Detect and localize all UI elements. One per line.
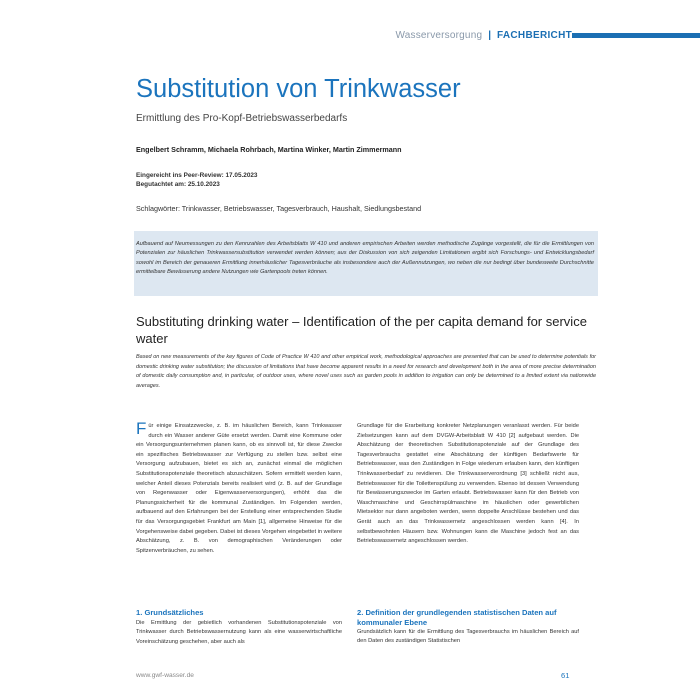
section-1-heading: 1. Grundsätzliches: [136, 608, 204, 617]
footer-url: www.gwf-wasser.de: [136, 672, 194, 679]
authors: Engelbert Schramm, Michaela Rohrbach, Martina Winker, Martin Zimmermann: [136, 145, 402, 154]
section-1-text: Die Ermittlung der gebietlich vorhandenen Substitutionspotenziale von Trinkwasser durch Betriebswassernutzung kann als eine wasserwirtschaftliche Voreinschätzung geschehen, aber auch als: [136, 620, 342, 645]
body-column-1: [136, 419, 342, 556]
header-type: FACHBERICHT: [497, 29, 572, 41]
drop-cap: F: [136, 419, 147, 438]
article-title: Substitution von Trinkwasser: [136, 75, 461, 104]
section-2-text: Grundsätzlich kann für die Ermittlung des Tagesverbrauchs im häuslichen Bereich auf den Daten des zuständigen Statistischen: [357, 629, 579, 645]
header-separator: |: [488, 29, 492, 41]
section-2-heading: 2. Definition der grundlegenden statistischen Daten auf kommunaler Ebene: [357, 608, 557, 627]
submitted-date: Eingereicht ins Peer-Review: 17.05.2023: [136, 172, 258, 179]
page-number: 61: [561, 671, 570, 680]
english-title: Substituting drinking water – Identification of the per capita demand for service water: [136, 314, 587, 346]
article-subtitle: Ermittlung des Pro-Kopf-Betriebswasserbedarfs: [136, 113, 348, 124]
keywords: Schlagwörter: Trinkwasser, Betriebswasser, Tagesverbrauch, Haushalt, Siedlungsbestand: [136, 204, 422, 213]
abstract-english: Based on new measurements of the key figures of Code of Practice W 410 and other empirical work, methodological approaches are presented that can be used to determine potentials for domestic drinking water substitution; the discussion of limitations that have become apparent results in a need for research and development both in the area of more precise determination of domestic daily consumption and, in particular, of outdoor uses, where novel uses such as garden pools in addition to irrigation can only be determined to a limited extent via nationwide averages.: [136, 354, 596, 390]
header-section: Wasserversorgung: [395, 29, 483, 41]
running-header: [395, 28, 572, 42]
body-column-2: Grundlage für die Erarbeitung konkreter Netzplanungen veranlasst werden. Für beide Zielsetzungen kann auf dem DVGW-Arbeitsblatt W 410 [2] aufgebaut werden. Die Abschätzung der theoretischen Substitutionspotenziale auf der Grundlage des Tagesverbrauchs gestattet eine Abschätzung der künftigen Bedarfswerte für Betriebswasser, was den Zuständigen in Folge wiederum erlauben kann, den künftigen Trinkwasserbedarf zu revidieren. Die Trinkwasserverordnung [3] schließt nicht aus, Betriebswasser für die Toilettenspülung zu verwenden. Ebenso ist dessen Verwendung für Bewässerungszwecke im Garten erlaubt. Betriebswasser kann für den Betrieb von Waschmaschine und Geschirrspülmaschine im häuslichen oder gewerblichen Mietsektor nur dann angeboten werden, wenn doppelte Anschlüsse bestehen und das Gerät auch an das Trinkwassernetz angeschlossen werden kann [4]. In selbstbewohnten Häusern bzw. Wohnungen kann die Maschine jedoch fest an das Betriebswassernetz angeschlossen werden.: [357, 423, 579, 545]
header-accent-bar: [572, 33, 700, 38]
body-column-1-text: ür einige Einsatzzwecke, z. B. im häuslichen Bereich, kann Trinkwasser durch ein Wasser anderer Güte ersetzt werden. Damit eine Kommune oder ein Versorgungsunternehmen planen kann, ob es sinnvoll ist, für diese Zwecke ein spezifisches Betriebswasser zur Verfügung zu stellen bzw. selbst eine Versorgung aufzubauen, bietet es sich an, zunächst einmal die möglichen Substitutionspotenziale theoretisch abzuschätzen. Sofern ermittelt werden kann, welcher Anteil dieses Potenzials bereits realisiert wird (z. B. auf der Grundlage von Regenwasser oder Eigenwasserversorgungen), erhöht das die Planungssicherheit für die kommunal Zuständigen. Im Folgenden werden, aufbauend auf den Erfahrungen bei der Erstellung einer entsprechenden Studie für das Versorgungsgebiet Frankfurt am Main [1], allgemeine Hinweise für die Vorgehensweise dabei gegeben. Dabei ist dieses Vorgehen eingebettet in weitere Abschätzung, z. B. von demographischen Veränderungen oder Spitzenverbräuchen, zu sehen.: [136, 423, 342, 554]
accepted-date: Begutachtet am: 25.10.2023: [136, 181, 220, 188]
abstract-german: Aufbauend auf Neumessungen zu den Kennzahlen des Arbeitsblatts W 410 und anderen empirischen Arbeiten werden methodische Zugänge vorgestellt, die für die Ermittlungen von Potenzialen zur häuslichen Trinkwassersubstitution verwendet werden können; aus der Diskussion von sich zeigenden Limitationen ergibt sich Forschungs- und Entwicklungsbedarf sowohl im Bereich der genaueren Ermittlung innerhäuslicher Tagesverbräuche als insbesondere auch der Außennutzungen, wo neben die nur bedingt über bundesweite Durchschnitte ermittelbare Bewässerung andere Nutzungen wie Gartenpools treten können.: [136, 241, 594, 275]
review-dates: [136, 171, 258, 189]
